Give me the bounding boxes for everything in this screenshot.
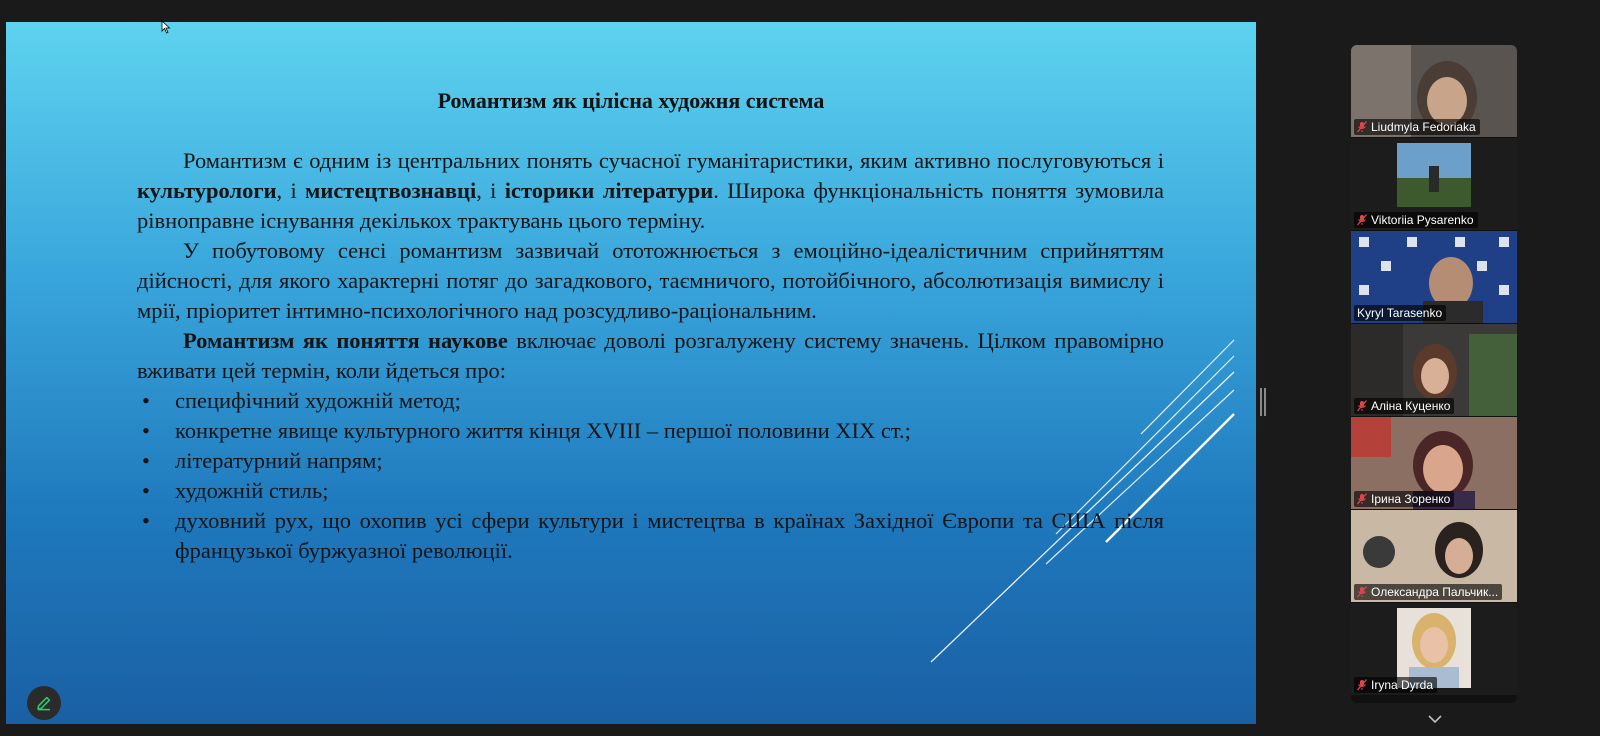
mic-muted-icon (1357, 586, 1367, 598)
participant-name: Liudmyla Fedoriaka (1371, 120, 1476, 134)
list-item: • літературний напрям; (137, 446, 1164, 476)
list-item: • художній стиль; (137, 476, 1164, 506)
paragraph-definition: Романтизм є одним із центральних понять сучасної гуманітаристики, яким активно послуговуються і культурологи, і мистецтвознавці, і історики літератури. Широка функціональність поняття зумовила рівноправне існування декількох трактувань цього терміну. (137, 148, 1164, 233)
pencil-icon (35, 694, 53, 712)
list-item: • духовний рух, що охопив усі сфери культури і мистецтва в країнах Західної Європи та США після французької буржуазної революції. (137, 506, 1164, 566)
participant-tile[interactable] (1351, 417, 1517, 509)
participant-name: Iryna Dyrda (1371, 678, 1434, 692)
mic-muted-icon (1357, 493, 1367, 505)
participant-name-tag (1354, 491, 1454, 507)
participant-name-tag (1354, 584, 1502, 600)
annotate-button[interactable] (27, 686, 61, 720)
chevron-down-icon (1428, 715, 1442, 723)
paragraph-everyday-sense: У побутовому сенсі романтизм зазвичай ототожнюється з емоційно-ідеалістичним сприйняттям дійсності, для якого характерні потяг до загадкового, таємничого, потойбічного, абсолютизація вимислу і мрії, пріоритет інтимно-психологічного над розсудливо-раціональним. (137, 238, 1164, 323)
participant-name-tag (1354, 305, 1446, 321)
participant-name-tag (1354, 677, 1437, 693)
participants-panel (1351, 45, 1517, 703)
mic-muted-icon (1357, 214, 1367, 226)
mic-muted-icon (1357, 121, 1367, 133)
participant-name-tag (1354, 119, 1480, 135)
participant-name: Аліна Куценко (1371, 399, 1451, 413)
mouse-cursor-icon (161, 20, 171, 34)
participant-tile[interactable] (1351, 45, 1517, 137)
slide-title: Романтизм як цілісна художня система (437, 88, 825, 113)
panel-resize-handle[interactable] (1260, 388, 1266, 416)
participant-name-tag (1354, 212, 1478, 228)
list-item: • специфічний художній метод; (137, 386, 1164, 416)
participant-name-tag (1354, 398, 1454, 414)
participant-tile[interactable] (1351, 603, 1517, 695)
mic-muted-icon (1357, 679, 1367, 691)
list-item: • конкретне явище культурного життя кінця XVIII – першої половини XIX ст.; (137, 416, 1164, 446)
participant-name: Kyryl Tarasenko (1357, 306, 1443, 320)
participant-name: Ірина Зоренко (1371, 492, 1451, 506)
meanings-list (137, 386, 1164, 566)
paragraph-scientific-sense: Романтизм як поняття наукове включає доволі розгалужену систему значень. Цілком правомірно вживати цей термін, коли йдеться про: (137, 328, 1164, 383)
participant-name: Viktoriia Pysarenko (1371, 213, 1474, 227)
participant-tile[interactable] (1351, 138, 1517, 230)
participant-tile[interactable] (1351, 324, 1517, 416)
participant-tile[interactable] (1351, 510, 1517, 602)
participant-tile-active-speaker[interactable] (1351, 231, 1517, 323)
gallery-scroll-down-button[interactable] (1425, 712, 1445, 726)
shared-slide (6, 22, 1256, 724)
slide-body (137, 146, 1164, 566)
participant-name: Олександра Пальчик... (1371, 585, 1499, 599)
mic-muted-icon (1357, 400, 1367, 412)
